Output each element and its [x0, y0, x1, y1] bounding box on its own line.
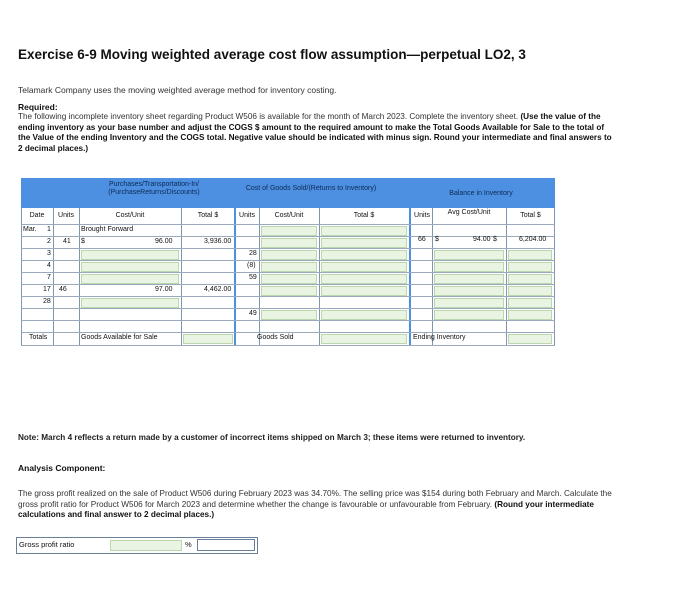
row2-dollar: $ [81, 238, 85, 245]
row6-balance-total-input[interactable] [508, 298, 552, 308]
row7-cogs-cost-input[interactable] [261, 310, 317, 320]
col-units-balance: Units [412, 208, 432, 224]
row7-balance-cost-input[interactable] [434, 310, 504, 320]
row7-cogs-total-input[interactable] [321, 310, 407, 320]
row4-cogs-cost-input[interactable] [261, 262, 317, 272]
row6-units: 46 [59, 286, 67, 293]
row4-purchase-cost-input[interactable] [81, 262, 179, 272]
row6-day: 17 [43, 286, 51, 293]
group-balance-header: Balance in Inventory [449, 190, 513, 197]
required-heading: Required: [18, 102, 58, 112]
row4-cogs-units: (8) [247, 262, 256, 269]
row1-cogs-total-input[interactable] [321, 226, 407, 236]
totals-goods-sold-input[interactable] [321, 334, 407, 344]
row5-cogs-units: 59 [249, 274, 257, 281]
row1-balance-dollar: $ [435, 236, 439, 243]
row1-cogs-cost-input[interactable] [261, 226, 317, 236]
row3-balance-total-input[interactable] [508, 262, 552, 272]
row7-cogs-units: 49 [249, 310, 257, 317]
col-date: Date [21, 208, 53, 224]
row5-day: 7 [47, 274, 51, 281]
totals-label: Totals [29, 334, 48, 341]
note-text: Note: March 4 reflects a return made by a customer of incorrect items shipped on March 3; these items were returned to inventory. [18, 433, 526, 442]
row2-cost: 96.00 [155, 238, 173, 245]
row2-day: 2 [47, 238, 51, 245]
row3-day: 3 [47, 250, 51, 257]
row3-balance-cost-input[interactable] [434, 262, 504, 272]
row4-balance-total-input[interactable] [508, 274, 552, 284]
row4-cogs-total-input[interactable] [321, 262, 407, 272]
row2-balance-cost-input[interactable] [434, 250, 504, 260]
row4-day: 4 [47, 262, 51, 269]
row5-balance-cost-input[interactable] [434, 286, 504, 296]
page-title: Exercise 6-9 Moving weighted average cost flow assumption—perpetual LO2, 3 [18, 47, 526, 62]
row7-purchase-cost-input[interactable] [81, 298, 179, 308]
row6-total: 4,462.00 [204, 286, 232, 293]
row4-balance-cost-input[interactable] [434, 274, 504, 284]
row6-cogs-total-input[interactable] [321, 286, 407, 296]
row6-cost: 97.00 [155, 286, 173, 293]
totals-goods-sold: Goods Sold [257, 334, 294, 341]
row1-balance-cost: 94.00 [473, 236, 491, 243]
row5-purchase-cost-input[interactable] [81, 274, 179, 284]
col-cost-purchases: Cost/Unit [79, 208, 181, 224]
row2-total: 3,936.00 [204, 238, 232, 245]
col-total-cogs: Total $ [319, 208, 409, 224]
totals-ending-inventory-input[interactable] [508, 334, 552, 344]
row1-balance-total: 6,204.00 [519, 236, 547, 243]
percent-sign: % [185, 540, 192, 549]
totals-goods-available: Goods Available for Sale [81, 334, 158, 341]
gross-profit-row [16, 537, 258, 554]
row1-balance-units: 66 [418, 236, 426, 243]
col-total-purchases: Total $ [181, 208, 235, 224]
row3-cogs-cost-input[interactable] [261, 250, 317, 260]
totals-goods-available-input[interactable] [183, 334, 233, 344]
inventory-sheet [21, 178, 555, 346]
row6-cogs-cost-input[interactable] [261, 286, 317, 296]
row7-day: 28 [43, 298, 51, 305]
col-cost-cogs: Cost/Unit [259, 208, 319, 224]
row1-day: 1 [47, 226, 51, 233]
row5-cogs-total-input[interactable] [321, 274, 407, 284]
gross-profit-input[interactable] [110, 540, 182, 551]
intro-text: Telamark Company uses the moving weighted average method for inventory costing. [18, 85, 337, 95]
row3-cogs-units: 28 [249, 250, 257, 257]
required-text [18, 112, 618, 154]
row1-brought-forward: Brought Forward [81, 226, 134, 233]
row2-cogs-cost-input[interactable] [261, 238, 317, 248]
row2-cogs-total-input[interactable] [321, 238, 407, 248]
favourable-select[interactable] [197, 539, 255, 551]
analysis-text-plain: The gross profit realized on the sale of Product W506 during February 2023 was 34.70%. The selling price was $154 during both February and March. Calculate the gross profit ratio for Product W506 for March 2023 and determine whether the change is favourable or unfavourable from February. [18, 489, 612, 509]
col-total-balance: Total $ [506, 208, 555, 224]
row5-cogs-cost-input[interactable] [261, 274, 317, 284]
gross-profit-label: Gross profit ratio [19, 540, 75, 549]
required-text-plain: The following incomplete inventory sheet regarding Product W506 is available for the month of March 2023. Complete the inventory sheet. [18, 112, 519, 121]
row3-cogs-total-input[interactable] [321, 250, 407, 260]
totals-ending-inventory: Ending Inventory [413, 334, 466, 341]
analysis-text-bold: (Round your intermediate calculations and final answer to 2 decimal places.) [18, 499, 594, 519]
month-label: Mar. [23, 226, 37, 233]
col-cost-balance: Avg Cost/Unit [432, 208, 506, 224]
group-cogs-header: Cost of Goods Sold/(Returns to Inventory) [245, 185, 377, 192]
col-units-cogs: Units [235, 208, 259, 224]
col-units-purchases: Units [53, 208, 79, 224]
row6-balance-cost-input[interactable] [434, 298, 504, 308]
analysis-text [18, 489, 618, 521]
row2-units: 41 [63, 238, 71, 245]
row7-balance-total-input[interactable] [508, 310, 552, 320]
group-purchases-header: Purchases/Transportation-In/ (PurchaseReturns/Discounts) [108, 181, 200, 196]
analysis-heading: Analysis Component: [18, 463, 106, 473]
row5-balance-total-input[interactable] [508, 286, 552, 296]
row1-balance-dollar2: $ [493, 236, 497, 243]
row3-purchase-cost-input[interactable] [81, 250, 179, 260]
required-text-bold: (Use the value of the ending inventory as your base number and adjust the COGS $ amount to the required amount to make the Total Goods Available for Sale to the total of the Value of the ending Inventory and the COGS total. Negative value should be indicated with minus sign. Round your intermediate and final answers to 2 decimal places.) [18, 112, 612, 153]
row2-balance-total-input[interactable] [508, 250, 552, 260]
